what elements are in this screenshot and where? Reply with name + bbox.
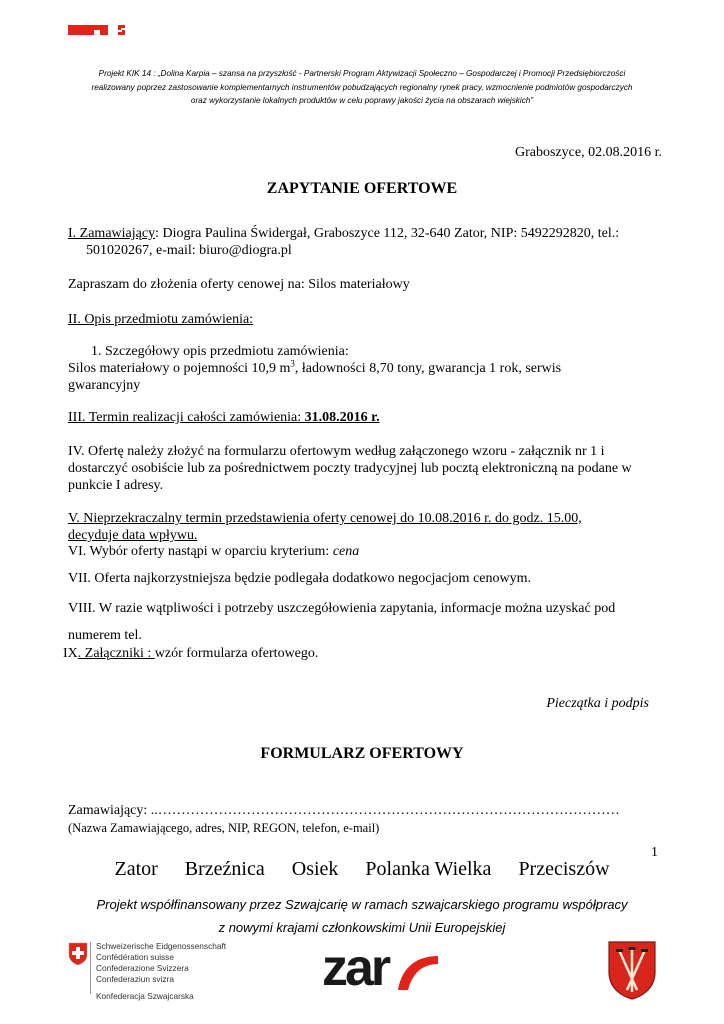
stamp-signature: Pieczątka i podpis xyxy=(546,696,649,711)
project-line-3: oraz wykorzystanie lokalnych produktów w celu poprawy jakości życia na obszarach wiejskich” xyxy=(190,96,534,105)
section-9-number: IX xyxy=(63,646,78,661)
swiss-line-de: Schweizerische Eidgenossenschaft xyxy=(96,941,227,951)
section-2-desc-sup: 3 xyxy=(290,358,295,369)
section-1-text-a: : Diogra Paulina Świdergał, Graboszyce 112, 32-640 Zator, NIP: 5492292820, tel.: xyxy=(155,226,620,241)
section-6 xyxy=(68,543,359,560)
section-9-text: wzór formularza ofertowego. xyxy=(154,646,319,661)
town-zator: Zator xyxy=(114,858,158,880)
section-2-item: 1. Szczegółowy opis przedmiotu zamówienia: xyxy=(91,344,349,359)
document-title: ZAPYTANIE OFERTOWE xyxy=(266,180,458,197)
document-date: Graboszyce, 02.08.2016 r. xyxy=(515,145,662,160)
towns-list xyxy=(0,858,724,881)
invite-text: Zapraszam do złożenia oferty cenowej na: Silos materiałowy xyxy=(68,277,410,292)
section-9 xyxy=(63,645,318,662)
section-1-text-b: 501020267, e-mail: biuro@diogra.pl xyxy=(86,243,292,258)
section-4 xyxy=(68,443,660,494)
town-osiek: Osiek xyxy=(291,858,339,880)
section-6-text: VI. Wybór oferty nastąpi w oparciu kryterium: xyxy=(68,544,333,559)
project-line-1: Projekt KIK 14 : „Dolina Karpia – szansa na przyszłość - Partnerski Program Aktywizacji Społeczno – Gospodarczej i Promocji Przedsiębiorczości xyxy=(98,69,626,78)
section-2-desc-b: , ładowności 8,70 tony, gwarancja 1 rok, serwis xyxy=(294,361,562,376)
section-4-line-a: IV. Ofertę należy złożyć na formularzu ofertowym według załączonego wzoru - załącznik nr 1 i xyxy=(68,444,605,459)
swiss-coat-of-arms-icon xyxy=(68,942,88,966)
town-polanka-wielka: Polanka Wielka xyxy=(365,858,492,880)
section-3-date: 31.08.2016 r. xyxy=(304,410,380,425)
section-5-line-b: decyduje data wpływu. xyxy=(68,528,198,543)
section-4-line-b: dostarczyć osobiście lub za pośrednictwem poczty tradycyjnej lub pocztą elektroniczną na podane w xyxy=(68,461,632,476)
swiss-confederation-polish: Konfederacja Szwajcarska xyxy=(96,991,194,1001)
project-header xyxy=(40,67,684,108)
section-8 xyxy=(68,595,660,649)
section-2-desc xyxy=(68,360,660,394)
section-6-criterion: cena xyxy=(332,544,360,559)
zator-logo-text: zar xyxy=(322,939,389,997)
section-5 xyxy=(68,510,660,544)
form-field-hint: (Nazwa Zamawiającego, adres, NIP, REGON, telefon, e-mail) xyxy=(68,821,380,835)
project-line-2: realizowany poprzez zastosowanie komplementarnych instrumentów pobudzających regionalny rynek pracy, wzmocnienie podmiotów gospodarczych xyxy=(91,82,633,92)
section-2-desc-a: Silos materiałowy o pojemności 10,9 m xyxy=(68,361,291,376)
cofinance-line-1: Projekt współfinansowany przez Szwajcarię w ramach szwajcarskiego programu współpracy xyxy=(96,897,628,912)
form-ordering-party-field: Zamawiający: ..……………………………………………………………………………………… xyxy=(68,803,620,818)
swiss-line-rm: Confederaziun svizra xyxy=(96,974,174,984)
swiss-divider xyxy=(90,942,91,994)
section-7: VII. Oferta najkorzystniejsza będzie podlegała dodatkowo negocjacjom cenowym. xyxy=(68,571,531,586)
zator-crest-icon xyxy=(607,940,657,1000)
town-przeciszow: Przeciszów xyxy=(518,858,610,880)
section-1 xyxy=(68,225,660,259)
swiss-confederation-names xyxy=(96,941,226,985)
top-logo-icon xyxy=(68,22,130,36)
zator-logo-swoosh-icon xyxy=(396,954,440,992)
page-number: 1 xyxy=(651,845,658,860)
section-9-label: . Załączniki : xyxy=(77,646,155,661)
section-2-desc-c: gwarancyjny xyxy=(68,378,141,393)
cofinance-line-2: z nowymi krajami członkowskimi Unii Europejskiej xyxy=(218,920,506,935)
section-4-line-c: punkcie I adresy. xyxy=(68,478,164,493)
section-3 xyxy=(68,409,380,426)
section-2-heading: II. Opis przedmiotu zamówienia: xyxy=(68,312,254,327)
town-brzeznica: Brzeźnica xyxy=(184,858,265,880)
section-8-line-a: VIII. W razie wątpliwości i potrzeby uszczegółowienia zapytania, informacje można uzyskać pod xyxy=(68,601,616,616)
section-5-line-a: V. Nieprzekraczalny termin przedstawienia oferty cenowej do 10.08.2016 r. do godz. 15.00, xyxy=(68,511,582,526)
zator-logo xyxy=(322,939,442,997)
section-3-label: III. Termin realizacji całości zamówienia: xyxy=(68,410,305,425)
form-title: FORMULARZ OFERTOWY xyxy=(260,745,464,762)
swiss-line-fr: Confédération suisse xyxy=(96,952,174,962)
swiss-line-it: Confederazione Svizzera xyxy=(96,963,189,973)
section-8-line-b: numerem tel. xyxy=(68,628,142,643)
section-1-label: I. Zamawiający xyxy=(68,226,156,241)
